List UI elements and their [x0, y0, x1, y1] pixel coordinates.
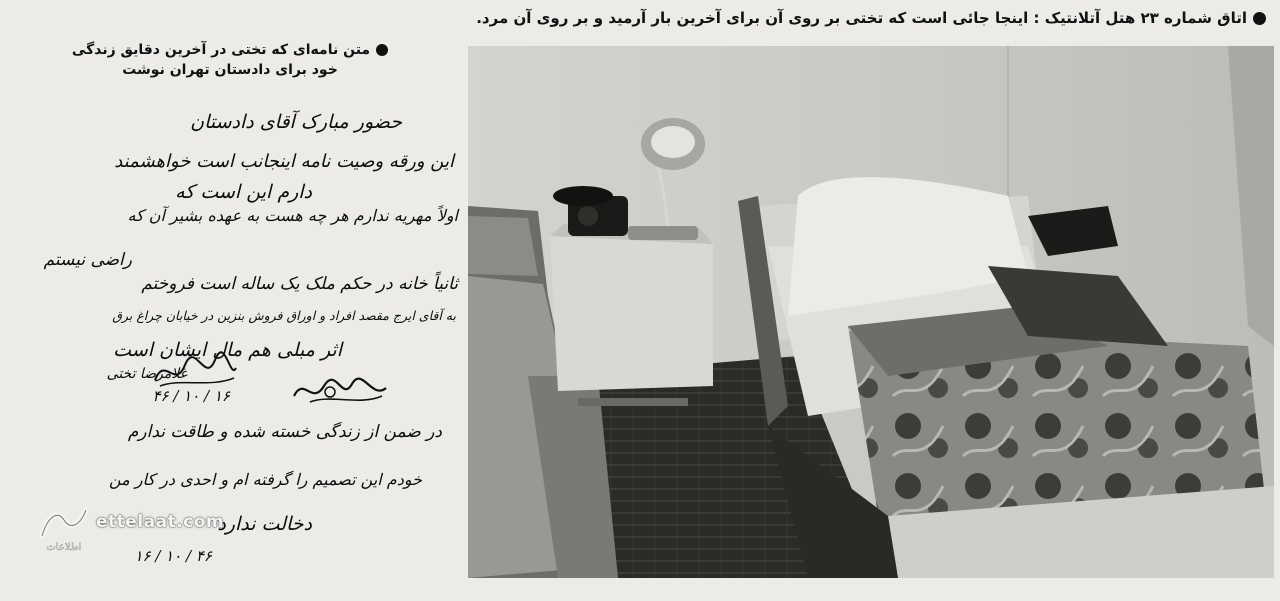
hotel-room-photo	[468, 46, 1274, 578]
signature-date: ۱۶ / ۱۰ / ۴۶	[152, 387, 230, 405]
signature-scribble	[290, 372, 390, 412]
signature-name: غلامرضا تختی	[106, 366, 187, 382]
letter-line: راضی نیستم	[43, 250, 132, 270]
letter-line: ثانیاً خانه در حکم ملک یک ساله است فروختم	[141, 274, 458, 294]
logo-text: اطلاعات	[46, 542, 82, 553]
letter-line: حضور مبارک آقای دادستان	[190, 111, 402, 133]
letter-line: اولاً مهریه ندارم هر چه هست به عهده بشیر آن که	[127, 206, 458, 225]
letter-caption-line1: متن نامه‌ای که تختی در آخرین دقایق زندگی	[71, 42, 371, 58]
bullet-icon	[1253, 12, 1266, 25]
letter-line: در ضمن از زندگی خسته شده و طاقت ندارم	[127, 422, 442, 442]
letter-line: دارم این است که	[175, 181, 312, 203]
letter-line: این ورقه وصیت نامه اینجانب است خواهشمند	[114, 151, 454, 172]
signature-scribble	[150, 350, 240, 394]
letter-line: دخالت ندارد	[217, 513, 312, 535]
photo-caption	[406, 8, 1266, 28]
ettelaat-logo-icon	[34, 496, 94, 556]
photo-caption-text: اتاق شماره ۲۳ هتل آتلانتیک : اینجا جائی است که تختی بر روی آن برای آخرین بار آرمید و بر روی آن مرد.	[476, 9, 1247, 27]
letter-line: خودم این تصمیم را گرفته ام و احدی در کار من	[108, 470, 422, 489]
letter-line: ۴۶ / ۱۰ / ۱۶	[134, 547, 212, 565]
letter-line: اثر مبلی هم مال ایشان است	[113, 339, 342, 361]
letter-caption-line2: خود برای دادستان تهران نوشت	[122, 62, 338, 78]
bullet-icon	[376, 44, 388, 56]
letter-caption	[30, 40, 430, 80]
letter-line: به آقای ایرج مقصد افراد و اوراق فروش بنزین در خیابان چراغ برق	[112, 308, 456, 323]
watermark-site: ettelaat.com	[96, 512, 225, 532]
